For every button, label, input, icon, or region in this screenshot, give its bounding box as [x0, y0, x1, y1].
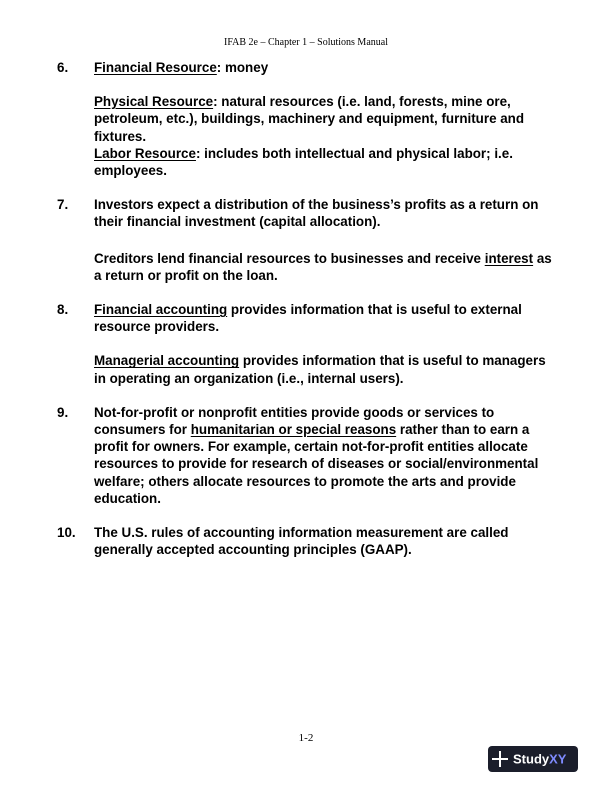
studyxy-logo-mark	[491, 748, 575, 770]
page-number: 1-2	[298, 732, 314, 744]
underlined-term: Financial Resource	[94, 60, 217, 75]
solutions-content	[57, 59, 557, 558]
paragraph	[94, 145, 557, 179]
answer-item-7	[57, 196, 557, 284]
underlined-term: interest	[484, 250, 534, 266]
item-number: 9.	[57, 404, 69, 420]
paragraph-text: Creditors lend financial resources to businesses and receive	[94, 250, 485, 266]
studyxy-logo	[488, 746, 578, 772]
item-number: 6.	[57, 60, 69, 75]
item-number: 7.	[57, 197, 69, 213]
item-number: 8.	[57, 302, 69, 318]
paragraph-text: as a return or profit on the loan.	[94, 250, 552, 283]
answer-item-9	[57, 404, 557, 507]
paragraph: The U.S. rules of accounting information measurement are called generally accepted accounting principles (GAAP).	[94, 525, 509, 558]
answer-item-6	[57, 59, 557, 179]
underlined-term: Physical Resource	[94, 94, 214, 110]
paragraph-text: : includes both intellectual and physical labor; i.e. employees.	[94, 145, 513, 179]
paragraph: Investors expect a distribution of the business’s profits as a return on their financial investment (capital allocation).	[94, 197, 539, 230]
answer-item-8	[57, 301, 557, 387]
paragraph	[94, 352, 557, 386]
paragraph-text: : natural resources (i.e. land, forests, mine ore, petroleum, etc.), buildings, machinery and equipment, furniture and fixtures.	[94, 94, 525, 144]
paragraph	[94, 93, 557, 145]
paragraph-text: Not-for-profit or nonprofit entities provide goods or services to consumers for	[94, 404, 495, 438]
item-number: 10.	[57, 525, 76, 541]
paragraph	[94, 301, 557, 335]
underlined-term: Labor Resource	[94, 145, 196, 161]
answer-item-10	[57, 524, 557, 558]
underlined-term: humanitarian or special reasons	[190, 422, 397, 438]
paragraph	[94, 59, 557, 76]
paragraph-text: provides information that is useful to external resource providers.	[94, 302, 522, 335]
paragraph-text: : money	[216, 60, 269, 75]
paragraph-text: provides information that is useful to managers in operating an organization (i.e., internal users).	[94, 353, 546, 386]
paragraph-text: rather than to earn a profit for owners. For example, certain not-for-profit entities allocate resources to provide for research of diseases or social/environmental welfare; others allocate resources to promote the arts and provide education.	[94, 422, 539, 506]
running-header: IFAB 2e – Chapter 1 – Solutions Manual	[224, 37, 388, 48]
paragraph	[94, 250, 557, 284]
paragraph	[94, 404, 557, 507]
logo-text: StudyXY	[513, 751, 567, 767]
underlined-term: Managerial accounting	[94, 353, 240, 369]
underlined-term: Financial accounting	[94, 302, 228, 318]
